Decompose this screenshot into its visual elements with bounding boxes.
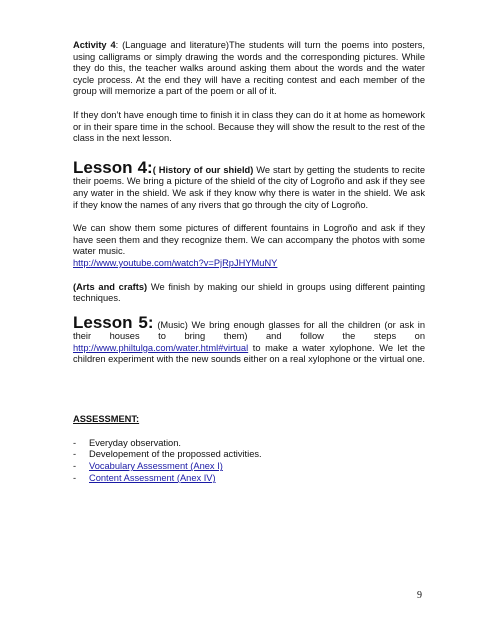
assessment-title: ASSESSMENT: (73, 414, 140, 425)
assessment-item-label: Everyday observation. (89, 437, 181, 448)
lesson5-text-before: (Music) We bring enough glasses for all the children (or ask in their houses to bring them) and follow the steps on (73, 319, 425, 342)
arts-label: (Arts and crafts) (73, 281, 148, 292)
document-body (73, 40, 425, 485)
list-item: - Vocabulary Assessment (Anex I) (73, 461, 223, 472)
lesson5-paragraph (73, 312, 425, 366)
vocabulary-assessment-link[interactable]: Vocabulary Assessment (Anex I) (89, 461, 223, 472)
activity4-text: : (Language and literature)The students will turn the poems into posters, using calligrams or simply drawing the words and the corresponding pictures. While they do this, the teacher walks around asking them about the words and the water cycle process. At the end they will have a reciting contest and each member of the group will memorize a part of the poem or all of it. (73, 40, 425, 97)
xylophone-link[interactable]: http://www.philtulga.com/water.html#virtual (73, 342, 249, 353)
activity4-paragraph (73, 40, 425, 98)
page-number: 9 (417, 590, 422, 601)
fountains-text: We can show them some pictures of different fountains in Logroño and ask if they have seen them and they recognize them. We can accompany the photos with some water music. (73, 223, 425, 257)
arts-text: We finish by making our shield in groups using different painting techniques. (73, 281, 425, 304)
lesson5-heading: Lesson 5: (73, 312, 154, 332)
youtube-link[interactable]: http://www.youtube.com/watch?v=PjRpJHYMuNY (73, 257, 278, 268)
fountains-paragraph (73, 223, 425, 269)
lesson5-text-after: to make a water xylophone. We let the children experiment with the new sounds either on a real xylophone or the virtual one. (73, 342, 425, 365)
lesson4-heading: Lesson 4: (73, 157, 153, 177)
homework-paragraph: If they don’t have enough time to finish it in class they can do it at home as homework or in their spare time in the school. Because they will show the result to the rest of the class in the next lesson. (73, 109, 425, 144)
arts-paragraph (73, 282, 425, 305)
lesson4-paragraph (73, 157, 426, 211)
assessment-list (73, 438, 425, 485)
assessment-item-label: Developement of the propossed activities. (89, 449, 262, 460)
list-item: - Everyday observation. (73, 437, 181, 448)
lesson4-text: We start by getting the students to recite their poems. We bring a picture of the shield of the city of Logroño and ask if they see any water in the shield. We ask if they know why there is water in the shield. We ask if they know the names of any rivers that go through the city of Logroño. (73, 164, 426, 210)
list-item: - Content Assessment (Anex IV) (73, 473, 216, 484)
list-item: - Developement of the propossed activities. (73, 449, 262, 460)
activity4-title: Activity 4 (73, 40, 116, 50)
lesson4-subtitle: ( History of our shield) (152, 164, 254, 175)
content-assessment-link[interactable]: Content Assessment (Anex IV) (89, 473, 216, 484)
